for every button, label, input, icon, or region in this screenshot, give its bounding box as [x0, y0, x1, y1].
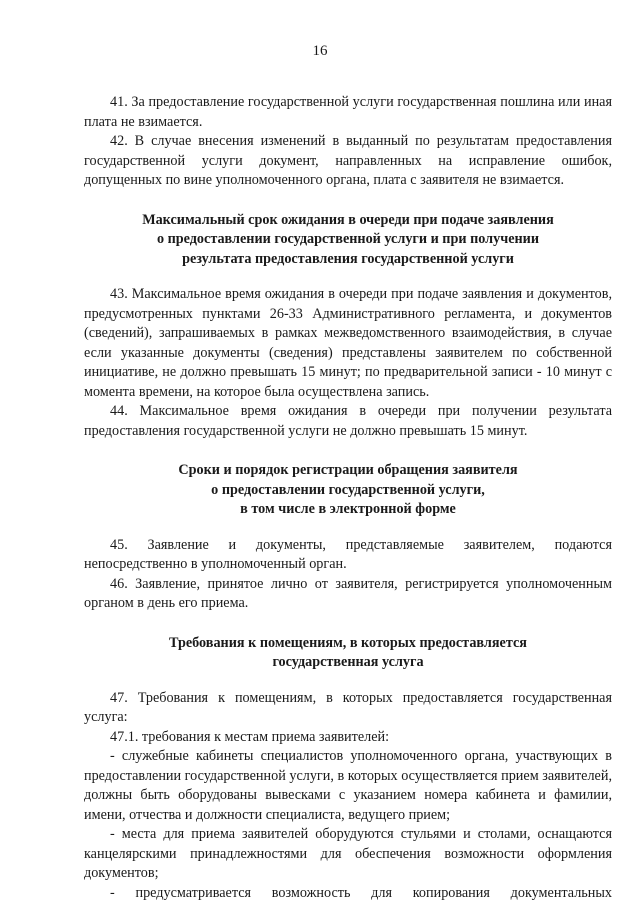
heading-line: о предоставлении государственной услуги и при получении — [156, 231, 540, 247]
heading-registration — [84, 461, 612, 520]
paragraph-42: 42. В случае внесения изменений в выданный по результатам предоставления государственной услуги документ, направленных на исправление ошибок, допущенных по вине уполномоченного органа, плата с заявителя не взимается. — [84, 133, 612, 188]
heading-line: о предоставлении государственной услуги, — [211, 481, 485, 498]
paragraph-47-1: 47.1. требования к местам приема заявителей: — [110, 728, 390, 745]
heading-line: в том числе в электронной форме — [240, 501, 456, 517]
heading-premises — [84, 634, 612, 673]
heading-line: Сроки и порядок регистрации обращения заявителя — [178, 462, 518, 478]
paragraph-43: 43. Максимальное время ожидания в очереди при подаче заявления и документов, предусмотренных пунктами 26-33 Административного регламента, и документов (сведений), запрашиваемых в рамках межведомственного взаимодействия, в случае если указанные документы (сведения) представлены заявителем по собственной инициативе, не должно превышать 15 минут; по предварительной записи - 10 минут с момента времени, на которое была осуществлена запись. — [84, 286, 612, 400]
bullet-offices: - служебные кабинеты специалистов уполномоченного органа, участвующих в предоставлении государственной услуги, в которых осуществляется прием заявителей, должны быть оборудованы вывесками с указанием номера кабинета и фамилии, имени, отчества и должности специалиста, ведущего прием; — [84, 748, 612, 823]
paragraph-45: 45. Заявление и документы, представляемые заявителем, подаются непосредственно в уполномоченный орган. — [84, 536, 612, 572]
paragraph-41: 41. За предоставление государственной услуги государственная пошлина или иная плата не взимается. — [84, 94, 612, 130]
paragraph-44: 44. Максимальное время ожидания в очереди при получении результата предоставления государственной услуги не должно превышать 15 минут. — [84, 403, 612, 439]
heading-line: Максимальный срок ожидания в очереди при подаче заявления — [142, 211, 554, 228]
bullet-copying: - предусматривается возможность для копирования документальных — [110, 884, 612, 901]
heading-line: Требования к помещениям, в которых предоставляется — [169, 634, 527, 651]
bullet-reception-places: - места для приема заявителей оборудуются стульями и столами, оснащаются канцелярскими принадлежностями для обеспечения возможности оформления документов; — [84, 826, 612, 881]
heading-waiting-time — [84, 211, 612, 270]
document-body — [84, 93, 612, 903]
page-number: 16 — [312, 43, 328, 59]
heading-line: результата предоставления государственной услуги — [182, 250, 514, 267]
paragraph-47: 47. Требования к помещениям, в которых предоставляется государственная услуга: — [84, 689, 612, 725]
paragraph-46: 46. Заявление, принятое лично от заявителя, регистрируется уполномоченным органом в день его приема. — [84, 575, 612, 611]
heading-line: государственная услуга — [272, 654, 424, 670]
